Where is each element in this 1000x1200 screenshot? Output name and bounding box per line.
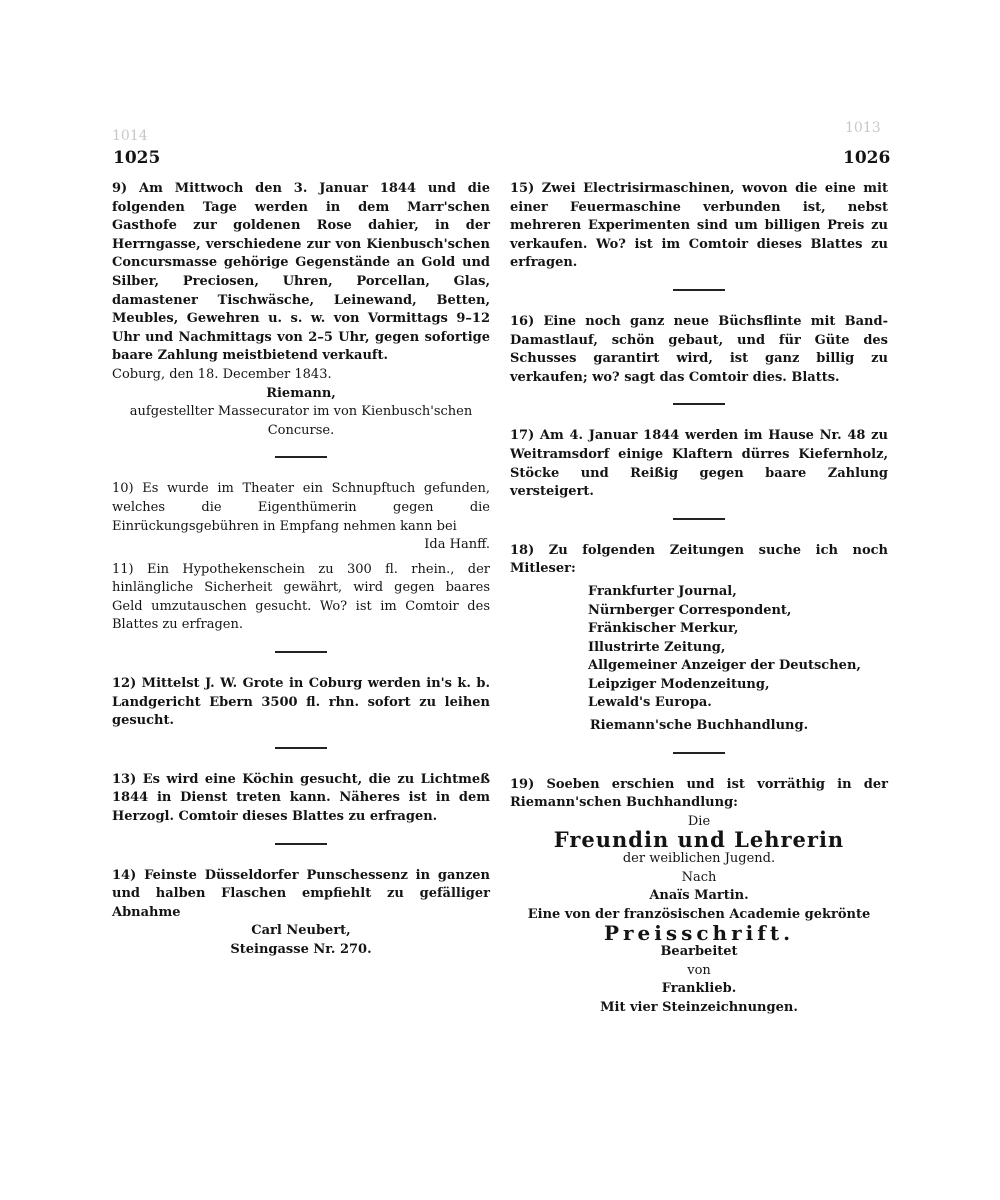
notice-9 [112, 180, 490, 440]
book-editor: Franklieb. [661, 981, 737, 997]
book-title: Freundin und Lehrerin [553, 827, 845, 853]
separator-rule [275, 747, 327, 749]
notice-18-text: 18) Zu folgenden Zeitungen suche ich noch Mitleser: [510, 542, 888, 577]
notice-14 [112, 867, 490, 960]
left-column [112, 180, 490, 966]
notice-11 [112, 561, 490, 635]
newspaper-list-item: Leipziger Modenzeitung, [588, 676, 770, 692]
notice-10-text: 10) Es wurde im Theater ein Schnupftuch gefunden, welches die Eigenthümerin gegen die Einrückungsgebühren in Empfang nehmen kann bei [112, 481, 490, 534]
newspaper-list-item: Allgemeiner Anzeiger der Deutschen, [588, 658, 861, 674]
notice-9-date: Coburg, den 18. December 1843. [112, 366, 332, 382]
notice-16 [510, 313, 888, 387]
notice-15-text: 15) Zwei Electrisirmaschinen, wovon die eine mit einer Feuermaschine verbunden ist, nebst mehreren Experimenten sind um billigen Preis zu verkaufen. Wo? ist im Comtoir dieses Blattes zu erfragen. [510, 181, 888, 271]
separator-rule [673, 518, 725, 520]
book-line: Nach [681, 869, 717, 885]
newspaper-list-item: Nürnberger Correspondent, [588, 602, 792, 618]
book-line: Eine von der französischen Academie gekrönte [527, 906, 871, 922]
book-line: von [687, 962, 711, 978]
notice-14-address: Steingasse Nr. 270. [230, 942, 372, 957]
notice-12 [112, 675, 490, 731]
book-author: Anaïs Martin. [649, 888, 749, 904]
bleed-through-page-number-right: 1013 [845, 120, 881, 136]
notice-18 [510, 542, 888, 736]
newspaper-list-item: Fränkischer Merkur, [588, 621, 739, 637]
newspaper-list [588, 583, 888, 713]
right-column [510, 180, 888, 1023]
notice-9-role-2: Concurse. [267, 422, 335, 438]
bleed-through-page-number-left: 1014 [112, 128, 148, 144]
notice-16-text: 16) Eine noch ganz neue Büchsflinte mit Band-Damastlauf, schön gebaut, und für Güte des Schusses garantirt wird, ist ganz billig zu verkaufen; wo? sagt das Comtoir dies. Blatts. [510, 313, 888, 385]
notice-14-signer: Carl Neubert, [251, 923, 351, 939]
notice-9-signer: Riemann, [266, 385, 336, 401]
notice-10 [112, 480, 490, 554]
newspaper-list-item: Frankfurter Journal, [588, 583, 737, 599]
book-prize-title: Preisschrift. [603, 921, 795, 946]
notice-13-text: 13) Es wird eine Köchin gesucht, die zu Lichtmeß 1844 in Dienst treten kann. Näheres ist in dem Herzogl. Comtoir dieses Blattes zu erfragen. [112, 771, 490, 825]
book-line: Die [687, 813, 711, 829]
newspaper-list-item: Lewald's Europa. [588, 695, 712, 711]
separator-rule [275, 456, 327, 458]
notice-18-signer: Riemann'sche Buchhandlung. [589, 718, 809, 734]
notice-10-signer: Ida Hanff. [424, 537, 490, 553]
page-number-left: 1025 [113, 148, 161, 168]
separator-rule [275, 843, 327, 845]
notice-12-text: 12) Mittelst J. W. Grote in Coburg werden in's k. b. Landgericht Ebern 3500 fl. rhn. sofort zu leihen gesucht. [112, 676, 490, 729]
notice-11-text: 11) Ein Hypothekenschein zu 300 fl. rhein., der hinlängliche Sicherheit gewährt, wird gegen baares Geld umzutauschen gesucht. Wo? ist im Comtoir des Blattes zu erfragen. [112, 561, 490, 633]
notice-13 [112, 771, 490, 827]
notice-17-text: 17) Am 4. Januar 1844 werden im Hause Nr. 48 zu Weitramsdorf einige Klaftern dürres Kiefernholz, Stöcke und Reißig gegen baare Zahlung versteigert. [510, 428, 888, 500]
notice-14-text: 14) Feinste Düsseldorfer Punschessenz in ganzen und halben Flaschen empfiehlt zu gefälliger Abnahme [112, 867, 490, 920]
notice-9-role: aufgestellter Massecurator im von Kienbusch'schen [129, 404, 473, 420]
separator-rule [275, 651, 327, 653]
page-number-right: 1026 [843, 148, 891, 168]
notice-19-text: 19) Soeben erschien und ist vorräthig in der Riemann'schen Buchhandlung: [510, 776, 888, 811]
notice-9-text: 9) Am Mittwoch den 3. Januar 1844 und die folgenden Tage werden in dem Marr'schen Gasthofe zur goldenen Rose dahier, in der Herrngasse, verschiedene zur von Kienbusch'schen Concursmasse gehörige Gegenstände an Gold und Silber, Preciosen, Uhren, Porcellan, Glas, damastener Tischwäsche, Leinewand, Betten, Meubles, Gewehren u. s. w. von Vormittags 9–12 Uhr und Nachmittags von 2–5 Uhr, gegen sofortige baare Zahlung meistbietend verkauft. [112, 181, 490, 364]
notice-17 [510, 427, 888, 501]
notice-19 [510, 776, 888, 1018]
book-line: Bearbeitet [660, 944, 738, 959]
separator-rule [673, 289, 725, 291]
book-illustrations: Mit vier Steinzeichnungen. [600, 999, 798, 1015]
separator-rule [673, 403, 725, 405]
book-subtitle: der weiblichen Jugend. [622, 851, 776, 867]
separator-rule [673, 752, 725, 754]
notice-15 [510, 180, 888, 273]
newspaper-list-item: Illustrirte Zeitung, [588, 639, 726, 655]
